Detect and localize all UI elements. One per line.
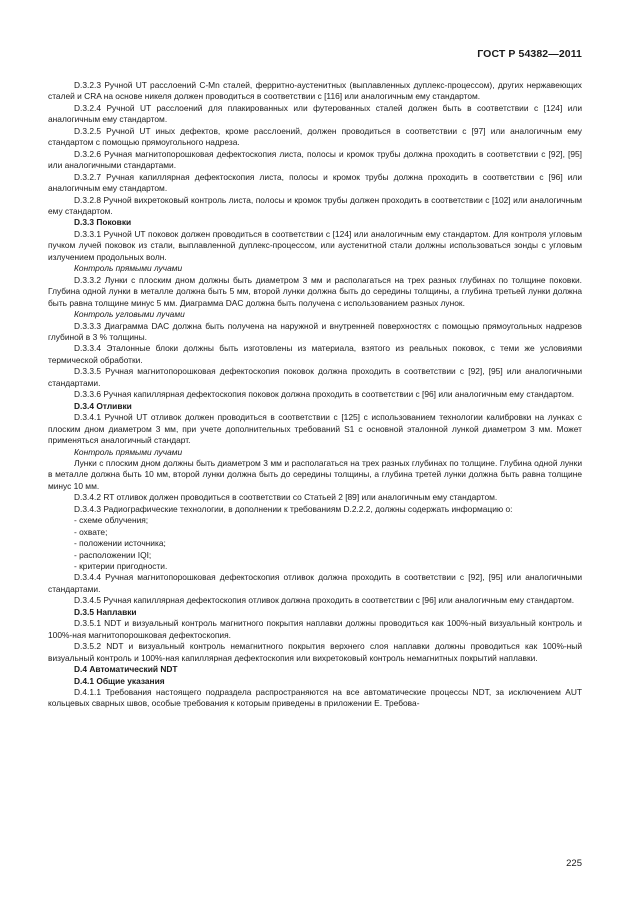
paragraph: D.3.3.3 Диаграмма DAC должна быть получена на наружной и внутренней поверхностях с помощью прямоугольных надрезов глубиной в 3 % толщины. — [48, 320, 582, 342]
section-heading: D.3.4 Отливки — [74, 400, 132, 411]
page-number: 225 — [566, 858, 582, 869]
subsection-caption: Контроль угловыми лучами — [74, 309, 185, 320]
paragraph: D.4.1.1 Требования настоящего подраздела распространяются на все автоматические процессы NDT, за исключением AUT кольцевых сварных швов, особые требования к которым приведены в приложении Е. Требова- — [48, 687, 582, 709]
paragraph: D.3.4.3 Радиографические технологии, в дополнении к требованиям D.2.2.2, должны содержать информацию о: — [74, 503, 513, 514]
paragraph: D.3.2.4 Ручной UT расслоений для плакированных или футерованных сталей должен быть в соответствии с [124] или аналогичным ему стандартом. — [48, 102, 582, 125]
paragraph: D.3.3.1 Ручной UT поковок должен проводиться в соответствии с [124] или аналогичным ему стандартом. Для контроля угловым пучком лучей поковок из стали, выплавленной дуплекс-процессом, или аустенитной стали должны использоваться зонды с угловым излучением продольных волн. — [48, 228, 582, 262]
list-item: - положении источника; — [74, 538, 166, 549]
subsection-caption: Контроль прямыми лучами — [74, 446, 183, 457]
section-heading: D.3.5 Наплавки — [74, 606, 137, 617]
paragraph: D.3.2.8 Ручной вихретоковый контроль листа, полосы и кромок трубы должен проходить в соответствии с [102] или аналогичным ему стандартом. — [48, 194, 582, 216]
paragraph: D.3.3.6 Ручная капиллярная дефектоскопия поковок должна проходить в соответствии с [96] или аналогичным ему стандартом. — [74, 389, 575, 400]
list-item: - расположении IQI; — [74, 549, 152, 560]
paragraph: D.3.4.4 Ручная магнитопорошковая дефектоскопия отливок должна проходить в соответствии с [92], [95] или аналогичными стандартами. — [48, 572, 582, 594]
paragraph: D.3.4.1 Ручной UT отливок должен проводиться в соответствии с [125] с использованием технологии калибровки на лунках с плоским дном диаметром 3 мм, при учете дополнительных требований S1 с основной эталонной лункой диаметром 3 мм. Может применяться аналогичный стандарт. — [48, 412, 582, 446]
paragraph: D.3.3.5 Ручная магнитопорошковая дефектоскопия поковок должна проходить в соответствии с [92], [95] или аналогичными стандартами. — [48, 366, 582, 388]
paragraph: D.3.2.3 Ручной UT расслоений С-Mn сталей, ферритно-аустенитных (выплавленных дуплекс-процессом), других нержавеющих сталей и CRA на основе никеля должен проводиться в соответствии с [116] или аналогичным ему стандартом. — [48, 80, 582, 102]
paragraph: D.3.5.1 NDT и визуальный контроль магнитного покрытия наплавки должны проводиться как 100%-ный визуальный контроль и 100%-ная магнитопорошковая дефектоскопия. — [48, 618, 582, 640]
paragraph: D.3.3.4 Эталонные блоки должны быть изготовлены из материала, взятого из реальных поковок, с теми же условиями термической обработки. — [48, 343, 582, 365]
paragraph: D.3.2.5 Ручной UT иных дефектов, кроме расслоений, должен проводиться в соответствии с [97] или аналогичным ему стандартом с помощью прямоугольного надреза. — [48, 125, 582, 148]
section-heading: D.4.1 Общие указания — [74, 675, 165, 686]
document-header: ГОСТ Р 54382—2011 — [477, 48, 582, 60]
paragraph: D.3.2.7 Ручная капиллярная дефектоскопия листа, полосы и кромок трубы должна проходить в соответствии с [96] или аналогичным ему стандартом. — [48, 171, 582, 194]
paragraph: D.3.5.2 NDT и визуальный контроль немагнитного покрытия верхнего слоя наплавки должны проводиться как 100%-ный визуальный контроль и 100%-ная капиллярная дефектоскопия или вихретоковый контроль немагнитных покрытий наплавки. — [48, 641, 582, 663]
paragraph: D.3.4.2 RT отливок должен проводиться в соответствии со Статьей 2 [89] или аналогичным ему стандартом. — [74, 492, 498, 503]
paragraph: D.3.4.5 Ручная капиллярная дефектоскопия отливок должна проходить в соответствии с [96] или аналогичным ему стандартом. — [74, 595, 575, 606]
paragraph: D.3.2.6 Ручная магнитопорошковая дефектоскопия листа, полосы и кромок трубы должна проходить в соответствии с [92], [95] или аналогичными стандартами. — [48, 148, 582, 171]
document-body — [48, 80, 582, 710]
list-item: - охвате; — [74, 526, 108, 537]
paragraph: Лунки с плоским дном должны быть диаметром 3 мм и располагаться на трех разных глубинах по толщине. Глубина одной лунки в металле должна быть 10 мм, второй лунки должна быть до середины толщины, а глубина третей лунки должна быть равна толщине минус 10 мм. — [48, 457, 582, 491]
subsection-caption: Контроль прямыми лучами — [74, 263, 183, 274]
list-item: - схеме облучения; — [74, 515, 149, 526]
list-item: - критерии пригодности. — [74, 561, 168, 572]
section-heading: D.3.3 Поковки — [74, 217, 132, 228]
section-heading: D.4 Автоматический NDT — [74, 664, 178, 675]
paragraph: D.3.3.2 Лунки с плоским дном должны быть диаметром 3 мм и располагаться на трех разных глубинах по толщине поковки. Глубина одной лунки в металле должна быть 5 мм, второй лунки должна быть до середины толщины, а глубина третьей лунки должна быть равна толщине минус 5 мм. Диаграмма DAC должна быть получена с использованием разных лунок. — [48, 274, 582, 308]
